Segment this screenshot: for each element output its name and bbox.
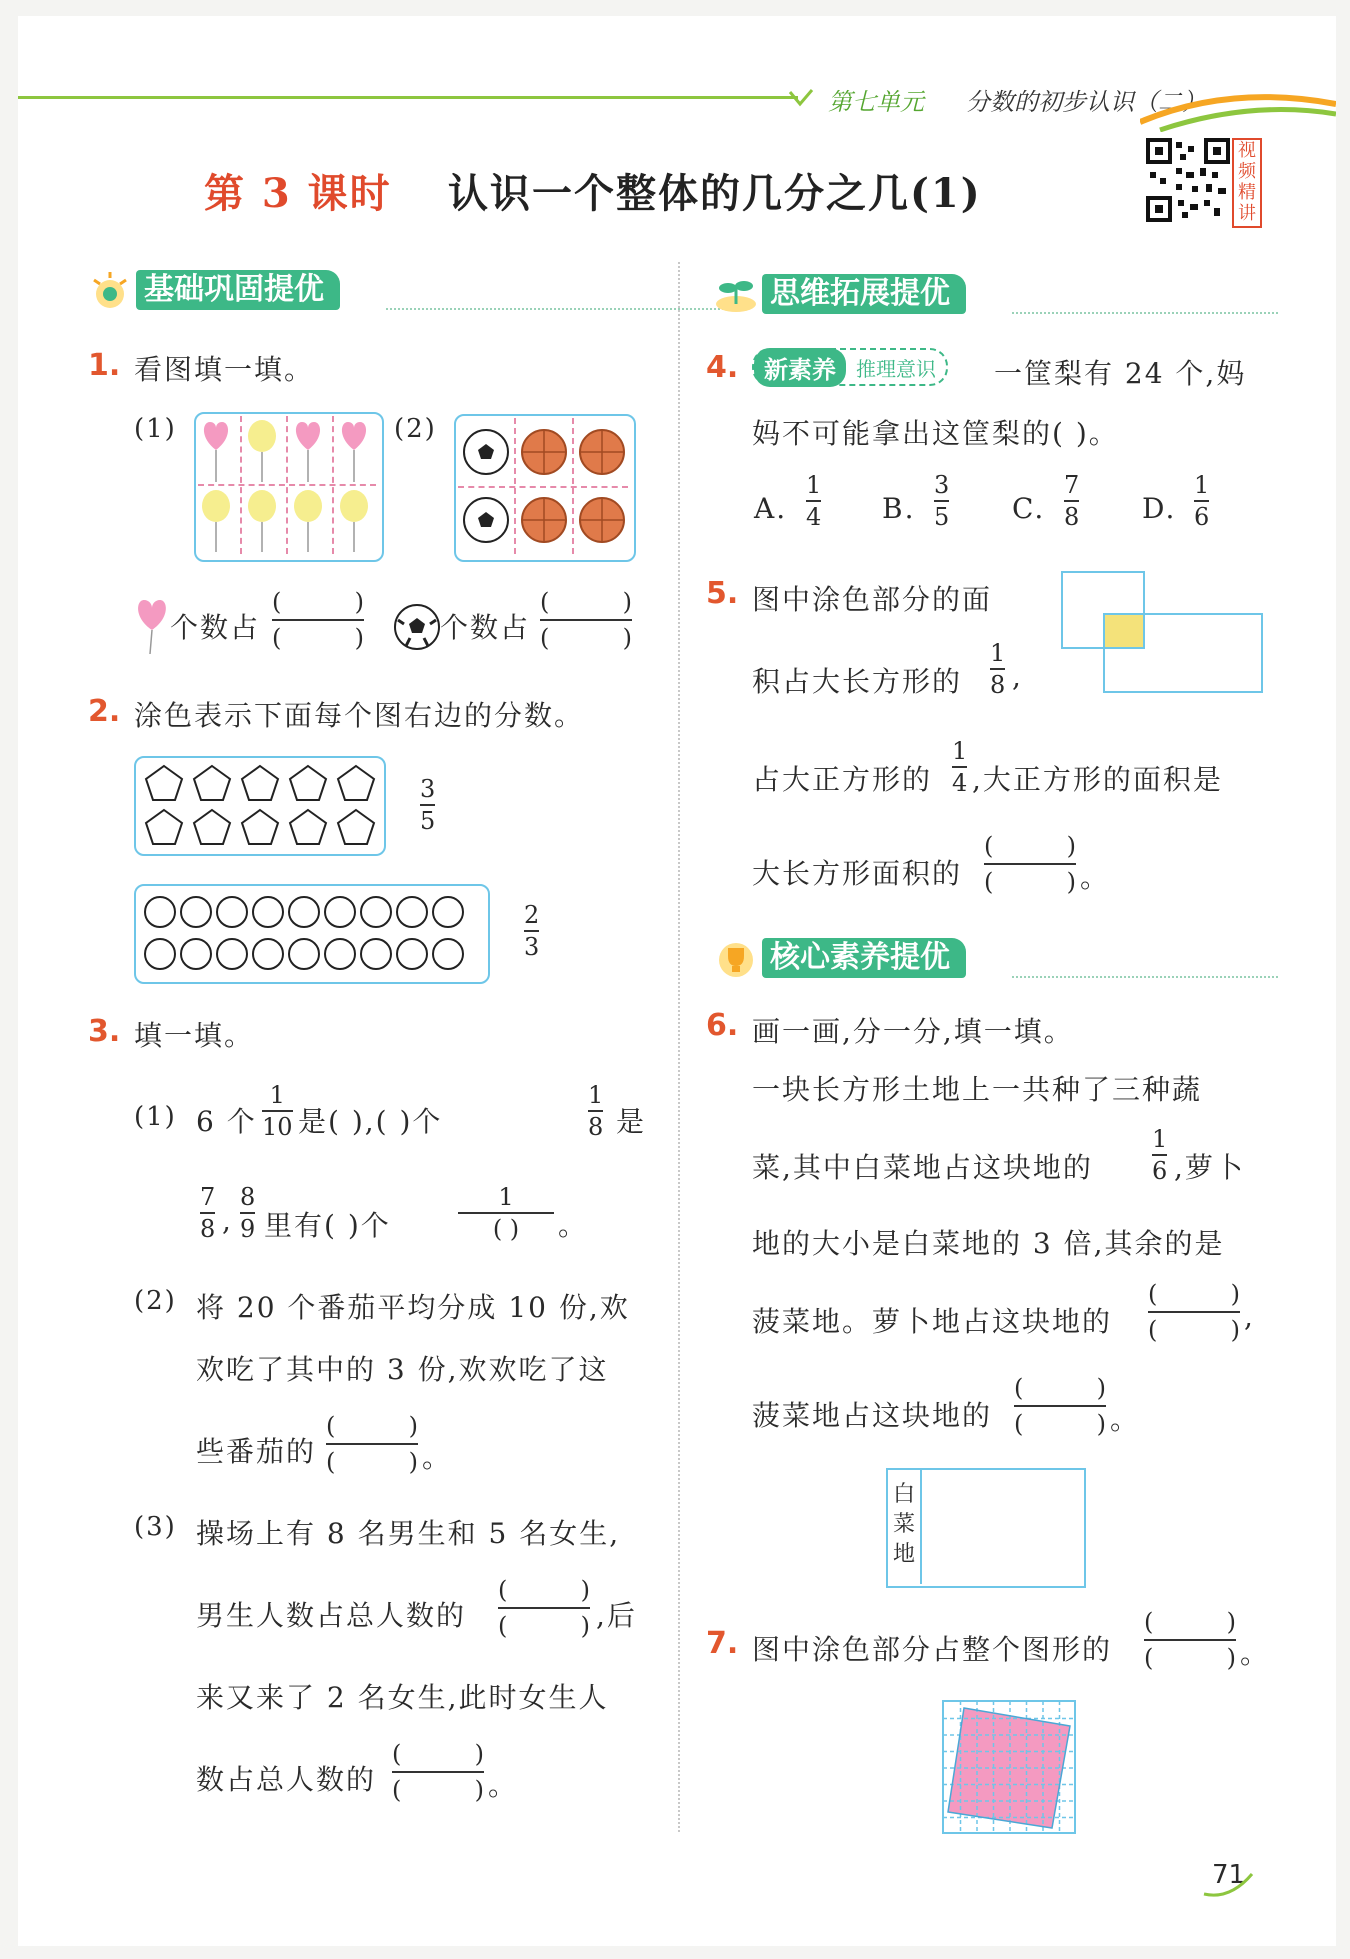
text-run: 大长方形面积的	[752, 857, 963, 890]
fraction: 1 8	[588, 1081, 604, 1141]
text-line: 一块长方形土地上一共种了三种蔬	[752, 1073, 1203, 1106]
answer-fraction-blank[interactable]: ( ) ( )	[984, 832, 1076, 896]
dotted-rule	[1012, 976, 1278, 978]
option-b-label[interactable]: B.	[882, 492, 916, 525]
lesson-title: 认识一个整体的几分之几(1)	[448, 170, 982, 217]
column-divider	[678, 262, 680, 1832]
qr-caption-char: 讲	[1238, 203, 1256, 224]
text-run: 6 个	[196, 1105, 257, 1138]
fraction: 8 9	[240, 1183, 256, 1243]
soccer-ball-icon	[392, 602, 442, 652]
qr-caption-box	[1232, 138, 1262, 228]
option-b-fraction[interactable]: 3 5	[934, 471, 950, 531]
text-run: ,	[1244, 1300, 1255, 1333]
leaf-icon	[786, 88, 816, 108]
option-d-fraction[interactable]: 1 6	[1194, 471, 1210, 531]
answer-fraction-blank[interactable]: ( ) ( )	[1148, 1280, 1240, 1344]
heart-balloon-icon	[132, 596, 172, 656]
text-run: ,	[222, 1204, 233, 1237]
qr-caption-char: 频	[1238, 161, 1256, 182]
question-number: 6.	[706, 1008, 739, 1043]
question-number: 1.	[88, 348, 121, 383]
pentagons-icon[interactable]	[140, 762, 380, 850]
option-d-label[interactable]: D.	[1142, 492, 1177, 525]
rectangles-figure	[1060, 570, 1266, 696]
header-rule	[18, 96, 798, 99]
text-run: 图中涂色部分占整个图形的	[752, 1633, 1113, 1666]
option-c-label[interactable]: C.	[1012, 492, 1046, 525]
fraction: 1 4	[952, 737, 968, 797]
text-run: 。	[1080, 861, 1111, 894]
answer-fraction-blank[interactable]: ( ) ( )	[498, 1576, 590, 1640]
badge-tag: 推理意识	[856, 356, 936, 381]
text-line: 数占总人数的	[196, 1763, 377, 1796]
section-title: 核心素养提优	[762, 938, 966, 978]
fraction: 1 8	[990, 639, 1006, 699]
text-line: 男生人数占总人数的	[196, 1599, 467, 1632]
lesson-label: 第 3 课时	[204, 170, 392, 217]
cabbage-plot-label: 白 菜 地	[892, 1482, 915, 1567]
fraction: 7 8	[200, 1183, 216, 1243]
swoosh-decoration	[1140, 92, 1336, 132]
text-run: ,	[1012, 660, 1023, 693]
sub-label: (3)	[134, 1512, 177, 1542]
literacy-badge	[752, 348, 948, 386]
text-line[interactable]: 妈不可能拿出这筐梨的( )。	[752, 417, 1119, 450]
text-run: 占大正方形的	[752, 763, 933, 796]
fill-prompt: 个数占	[440, 611, 531, 644]
grid-square-figure	[942, 1700, 1078, 1836]
text-line: 画一画,分一分,填一填。	[752, 1015, 1074, 1048]
sub-label: (1)	[134, 414, 177, 444]
field-divider	[920, 1470, 922, 1584]
sun-flower-icon	[86, 268, 134, 310]
circles-icon[interactable]	[142, 892, 482, 976]
text-line: 地的大小是白菜地的 3 倍,其余的是	[752, 1227, 1225, 1260]
text-run: ,大正方形的面积是	[972, 763, 1223, 796]
page-number: 71	[1212, 1860, 1246, 1890]
question-text: 填一填。	[134, 1019, 255, 1052]
balls-icon	[456, 416, 632, 556]
text-run[interactable]: 里有( )个	[264, 1209, 391, 1242]
dotted-rule	[386, 308, 736, 310]
answer-fraction-blank[interactable]: ( ) ( )	[272, 588, 364, 652]
answer-fraction-blank[interactable]: ( ) ( )	[540, 588, 632, 652]
text-line: 一筐梨有 24 个,妈	[994, 357, 1247, 390]
qr-caption-char: 视	[1238, 140, 1256, 161]
qr-caption-char: 精	[1238, 182, 1256, 203]
text-run: 。	[1110, 1403, 1141, 1436]
text-line: 些番茄的	[196, 1435, 317, 1468]
option-a-fraction[interactable]: 1 4	[806, 471, 822, 531]
option-c-fraction[interactable]: 7 8	[1064, 471, 1080, 531]
text-run: 菠菜地占这块地的	[752, 1399, 993, 1432]
text-run: 。	[422, 1441, 453, 1474]
text-run: ,萝卜	[1174, 1151, 1245, 1184]
text-line: 操场上有 8 名男生和 5 名女生,	[196, 1517, 621, 1550]
trophy-icon	[712, 936, 760, 978]
fraction: 1 6	[1152, 1125, 1168, 1185]
target-fraction: 2 3	[524, 901, 540, 961]
fill-prompt: 个数占	[170, 611, 261, 644]
text-line: 来又来了 2 名女生,此时女生人	[196, 1681, 609, 1714]
page-swoosh	[1200, 1870, 1260, 1900]
question-text: 涂色表示下面每个图右边的分数。	[134, 699, 585, 732]
answer-fraction-blank[interactable]: ( ) ( )	[1014, 1374, 1106, 1438]
text-run[interactable]: 是( ),( )个	[298, 1105, 443, 1138]
text-run: ,后	[596, 1599, 637, 1632]
sub-label: (1)	[134, 1102, 177, 1132]
section-title: 基础巩固提优	[136, 270, 340, 310]
sub-label: (2)	[394, 414, 437, 444]
text-line: 将 20 个番茄平均分成 10 份,欢	[196, 1291, 630, 1324]
answer-fraction-blank[interactable]: ( ) ( )	[392, 1740, 484, 1804]
answer-fraction-blank[interactable]: ( ) ( )	[326, 1412, 418, 1476]
option-a-label[interactable]: A.	[754, 492, 788, 525]
answer-fraction-blank[interactable]: ( ) ( )	[1144, 1608, 1236, 1672]
balloons-icon	[196, 416, 380, 556]
text-run: 。	[1240, 1637, 1271, 1670]
text-run: 是	[616, 1105, 647, 1138]
question-number: 4.	[706, 350, 739, 385]
question-text: 看图填一填。	[134, 353, 315, 386]
unit-label: 第七单元	[828, 88, 924, 116]
question-number: 3.	[88, 1014, 121, 1049]
question-number: 2.	[88, 694, 121, 729]
badge-label: 新素养	[754, 348, 846, 387]
text-run: 。	[488, 1769, 519, 1802]
text-line: 欢吃了其中的 3 份,欢欢吃了这	[196, 1353, 609, 1386]
sprout-icon	[712, 272, 760, 314]
qr-code-icon[interactable]	[1146, 138, 1230, 222]
text-line: 积占大长方形的	[752, 665, 963, 698]
text-run: 菠菜地。萝卜地占这块地的	[752, 1305, 1113, 1338]
text-line: 图中涂色部分的面	[752, 583, 993, 616]
sub-label: (2)	[134, 1286, 177, 1316]
text-run: 菜,其中白菜地占这块地的	[752, 1151, 1093, 1184]
text-run: 。	[558, 1209, 589, 1242]
chapter-title: 分数的初步认识（二）	[966, 88, 1206, 116]
question-number: 7.	[706, 1626, 739, 1661]
fraction: 1 10	[262, 1081, 293, 1141]
dotted-rule	[1012, 312, 1278, 314]
answer-fraction[interactable]: 1 ( )	[458, 1184, 554, 1242]
section-title: 思维拓展提优	[762, 274, 966, 314]
question-number: 5.	[706, 576, 739, 611]
target-fraction: 3 5	[420, 775, 436, 835]
